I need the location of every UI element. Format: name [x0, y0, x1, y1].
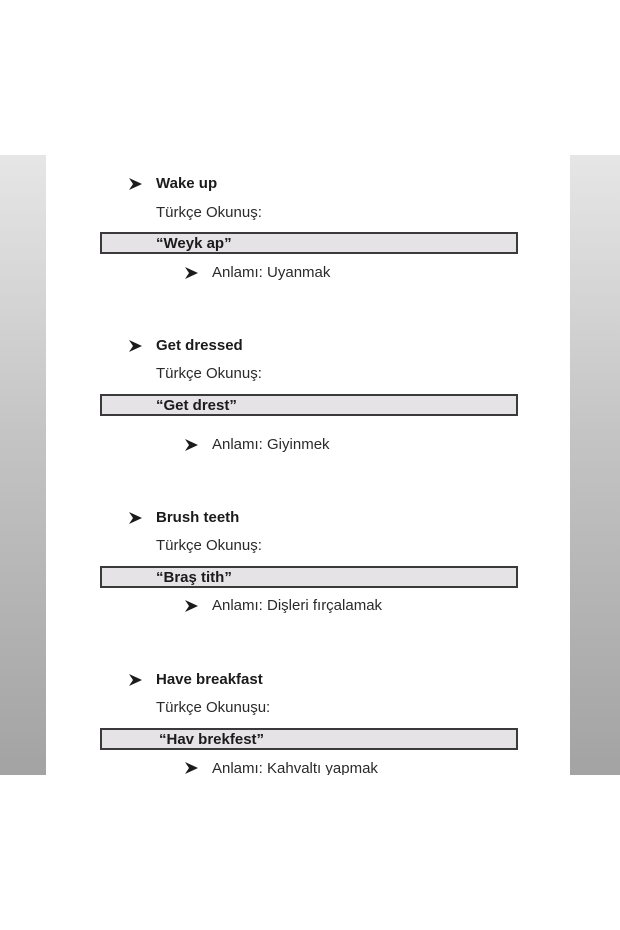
arrowhead-bullet-icon: [184, 761, 198, 775]
phrase-title: Brush teeth: [156, 509, 240, 526]
pronunciation-box: [100, 566, 518, 588]
pronunciation-box: [100, 394, 518, 416]
arrowhead-bullet-icon: [128, 673, 142, 687]
pronunciation-label: Türkçe Okunuşu:: [156, 699, 271, 716]
pronunciation-text: “Get drest”: [156, 397, 237, 414]
phrase-title: Get dressed: [156, 337, 243, 354]
pronunciation-label: Türkçe Okunuş:: [156, 204, 262, 221]
pronunciation-label: Türkçe Okunuş:: [156, 537, 262, 554]
meaning-text: Anlamı: Kahvaltı yapmak: [212, 760, 378, 775]
document-page: [46, 155, 570, 775]
phrase-title: Have breakfast: [156, 671, 263, 688]
arrowhead-bullet-icon: [128, 511, 142, 525]
right-page-margin: [570, 155, 620, 775]
pronunciation-text: “Weyk ap”: [156, 235, 232, 252]
meaning-text: Anlamı: Uyanmak: [212, 264, 331, 281]
pronunciation-label: Türkçe Okunuş:: [156, 365, 262, 382]
arrowhead-bullet-icon: [184, 599, 198, 613]
left-page-margin: [0, 155, 46, 775]
pronunciation-box: [100, 728, 518, 750]
meaning-text: Anlamı: Giyinmek: [212, 436, 330, 453]
arrowhead-bullet-icon: [184, 438, 198, 452]
phrase-title: Wake up: [156, 175, 218, 192]
pronunciation-text: “Hav brekfest”: [159, 731, 265, 748]
meaning-text: Anlamı: Dişleri fırçalamak: [212, 597, 383, 614]
arrowhead-bullet-icon: [128, 339, 142, 353]
pronunciation-box: [100, 232, 518, 254]
arrowhead-bullet-icon: [128, 177, 142, 191]
arrowhead-bullet-icon: [184, 266, 198, 280]
pronunciation-text: “Braş tith”: [156, 569, 232, 586]
